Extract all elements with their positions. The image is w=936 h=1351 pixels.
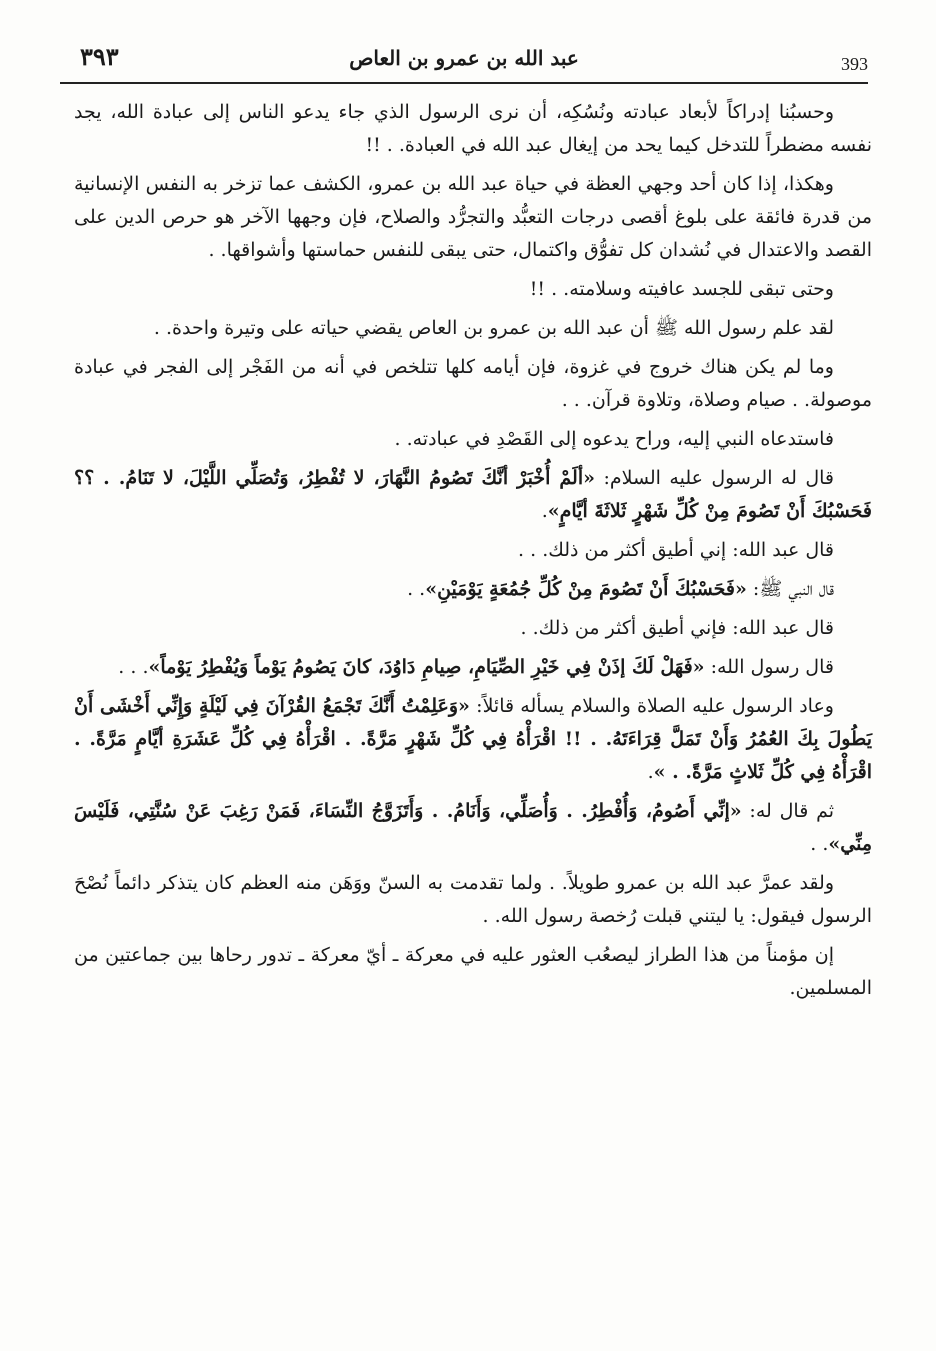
hadith-quote: «إنِّي أَصُومُ، وَأُفْطِرُ. . وَأُصَلِّي، وَأَنَامُ. . وَأَتَزَوَّجُ النِّسَاءَ، فَمَنْ رَغِبَ عَنْ سُنَّتِي، فَلَيْسَ مِنِّي» (74, 800, 872, 855)
paragraph-text: وهكذا، إذا كان أحد وجهي العظة في حياة عبد الله بن عمرو، الكشف عما تزخر به النفس الإنسانية من قدرة فائقة على بلوغ أقصى درجات التعبُّد والتجرُّد والصلاح، فإن وجهها الآخر هو حرص الدين على القصد والاعتدال في نُشدان كل تفوُّق واكتمال، حتى يبقى للنفس حماستها وأشواقها. . (74, 173, 872, 261)
paragraph-text: . . (407, 578, 426, 600)
paragraph (74, 168, 872, 267)
hadith-quote: «فَحَسْبُكَ أَنْ تَصُومَ مِنْ كُلِّ جُمُعَةٍ يَوْمَيْنِ» (425, 578, 747, 600)
page-number-arabic: ٣٩٣ (80, 42, 119, 71)
paragraph-text: ولقد عمرَّ عبد الله بن عمرو طويلاً. . ولما تقدمت به السنّ ووَهَن منه العظم كان يتذكر دائماً نُصْحَ الرسول فيقول: يا ليتني قبلت رُخصة رسول الله. . (74, 872, 872, 927)
paragraph (74, 96, 872, 162)
paragraph-text: قال النبي ﷺ: (746, 578, 834, 600)
paragraph-text: . (647, 761, 654, 783)
paragraph (74, 462, 872, 528)
paragraph-text: قال عبد الله: فإني أطيق أكثر من ذلك. . (520, 617, 834, 639)
paragraph (74, 612, 872, 645)
paragraph-text: قال له الرسول عليه السلام: (595, 467, 834, 489)
paragraph (74, 312, 872, 345)
paragraph-text: وحسبُنا إدراكاً لأبعاد عبادته ونُسُكِه، أن نرى الرسول الذي جاء يدعو الناس إلى عبادة الله، يجد نفسه مضطراً للتدخل كيما يحد من إيغال عبد الله في العبادة. . !! (74, 101, 872, 156)
page-header (60, 40, 868, 84)
paragraph-text: ثم قال له: (741, 800, 835, 822)
paragraph-text: وما لم يكن هناك خروج في غزوة، فإن أيامه كلها تتلخص في أنه من الفَجْر إلى الفجر في عبادة موصولة. . صيام وصلاة، وتلاوة قرآن. . . (74, 356, 872, 411)
page-number: 393 (841, 54, 868, 74)
paragraph (74, 534, 872, 567)
paragraph-text: وعاد الرسول عليه الصلاة والسلام يسأله قائلاً: (469, 695, 834, 717)
paragraph-text: لقد علم رسول الله ﷺ أن عبد الله بن عمرو بن العاص يقضي حياته على وتيرة واحدة. . (153, 317, 834, 339)
paragraph (74, 690, 872, 789)
paragraph-text: . (541, 500, 548, 522)
paragraph-text: إن مؤمناً من هذا الطراز ليصعُب العثور عليه في معركة ـ أيّ معركة ـ تدور رحاها بين جماعتين من المسلمين. (74, 944, 872, 999)
paragraph (74, 939, 872, 1005)
running-title: عبد الله بن عمرو بن العاص (349, 46, 579, 70)
paragraph (74, 351, 872, 417)
paragraph (74, 867, 872, 933)
hadith-quote: «وَعَلِمْتُ أَنَّكَ تَجْمَعُ القُرْآنَ فِي لَيْلَةٍ وَإِنِّي أَخْشَى أَنْ يَطُولَ بِكَ العُمُرُ وَأَنْ تَمَلَّ قِرَاءَتَهُ. . !! اقْرَأْهُ فِي كُلِّ شَهْرٍ مَرَّةً. . اقْرَأْهُ فِي كُلِّ عَشَرَةِ أيَّامٍ مَرَّةً. . اقْرَأْهُ فِي كُلِّ ثَلاثٍ مَرَّةً. . » (74, 695, 872, 783)
paragraph (74, 273, 872, 306)
paragraph-text: . . (810, 833, 829, 855)
paragraph-text: قال عبد الله: إني أطيق أكثر من ذلك. . . (518, 539, 834, 561)
paragraph (74, 423, 872, 456)
paragraph (74, 795, 872, 861)
hadith-quote: «فَهَلْ لَكَ إذَنْ فِي خَيْرِ الصِّيَامِ، صِيامِ دَاوُدَ، كانَ يَصُومُ يَوْماً وَيُفْطِرُ يَوْماً» (148, 656, 705, 678)
paragraph-text: . . . (118, 656, 149, 678)
paragraph-text: قال رسول الله: (704, 656, 834, 678)
hadith-quote: «ألَمْ أُخْبَرْ أنَّكَ تَصُومُ النَّهَارَ، لا تُفْطِرُ، وَتُصَلِّي اللَّيْلَ، لا تَنَامُ. . ؟؟ فَحَسْبُكَ أَنْ تَصُومَ مِنْ كُلِّ شَهْرٍ ثَلاثَةَ أيَّامٍ» (74, 467, 872, 522)
paragraph (74, 651, 872, 684)
paragraph-text: وحتى تبقى للجسد عافيته وسلامته. . !! (529, 278, 834, 300)
paragraph-text: فاستدعاه النبي إليه، وراح يدعوه إلى القَصْدِ في عبادته. . (394, 428, 834, 450)
paragraph (74, 573, 872, 606)
page-body (74, 96, 872, 1011)
